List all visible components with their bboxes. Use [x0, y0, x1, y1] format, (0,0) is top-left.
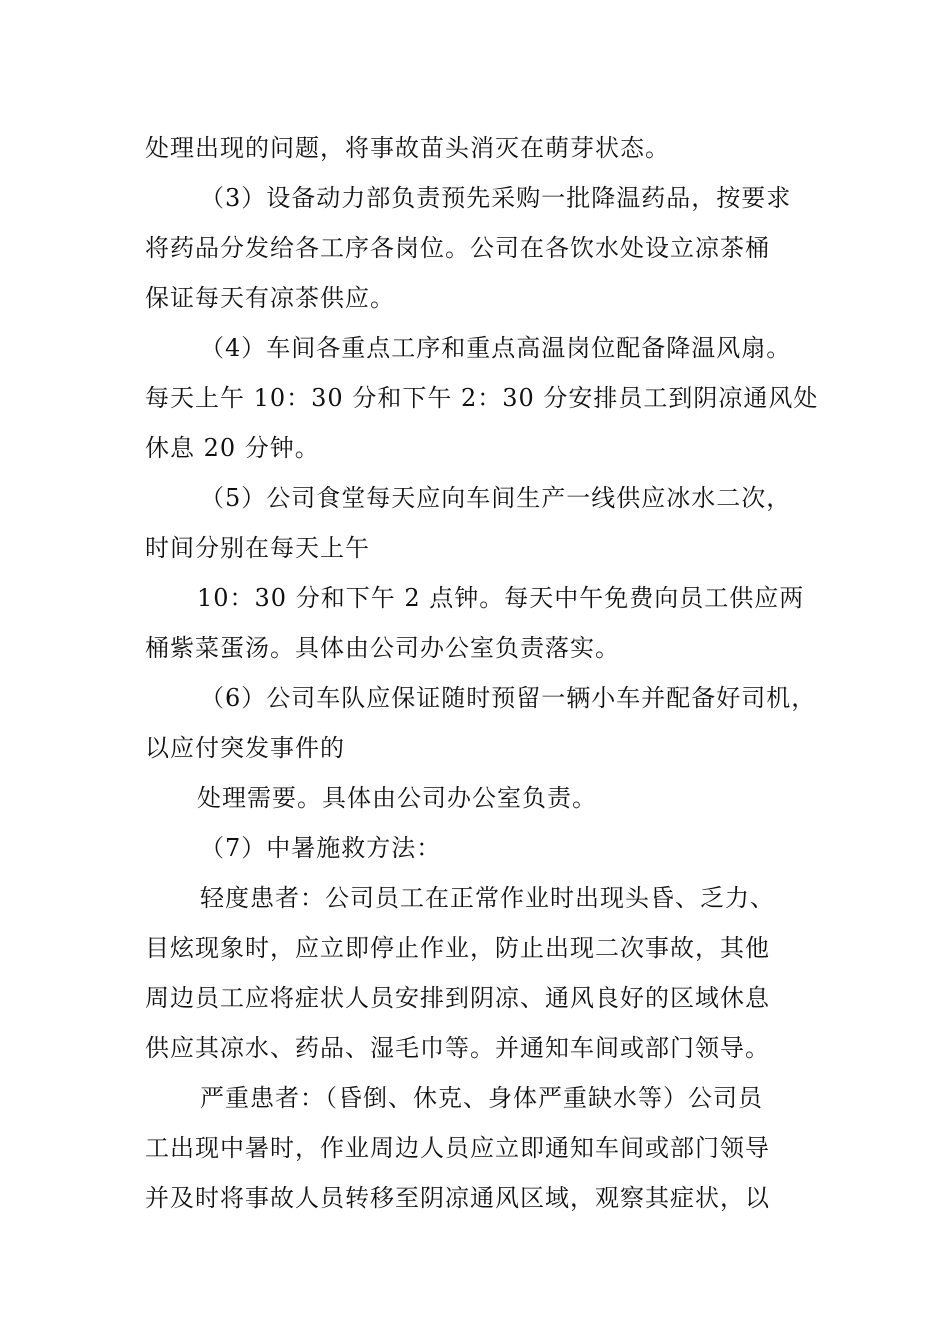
- text-line: 每天上午 10：30 分和下午 2：30 分安排员工到阴凉通风处: [145, 384, 819, 412]
- text-line: 并及时将事故人员转移至阴凉通风区域，观察其症状，以: [145, 1184, 770, 1212]
- text-line: 以应付突发事件的: [145, 734, 345, 762]
- text-line: （5）公司食堂每天应向车间生产一线供应冰水二次，: [200, 484, 792, 512]
- text-line: 目炫现象时，应立即停止作业，防止出现二次事故，其他: [145, 934, 770, 962]
- text-line: 10：30 分和下午 2 点钟。每天中午免费向员工供应两: [197, 584, 805, 612]
- text-line: 处理需要。具体由公司办公室负责。: [197, 784, 597, 812]
- text-line: （7）中暑施救方法：: [200, 834, 442, 862]
- text-line: 工出现中暑时，作业周边人员应立即通知车间或部门领导: [145, 1134, 770, 1162]
- text-line: （4）车间各重点工序和重点高温岗位配备降温风扇。: [200, 334, 792, 362]
- text-line: 周边员工应将症状人员安排到阴凉、通风良好的区域休息: [145, 984, 770, 1012]
- text-line: 将药品分发给各工序各岗位。公司在各饮水处设立凉茶桶: [145, 234, 770, 262]
- text-line: 休息 20 分钟。: [145, 434, 320, 462]
- text-line: （3）设备动力部负责预先采购一批降温药品，按要求: [200, 184, 792, 212]
- text-line: 严重患者：（昏倒、休克、身体严重缺水等）公司员: [200, 1084, 763, 1112]
- text-line: 时间分别在每天上午: [145, 534, 370, 562]
- text-line: 桶紫菜蛋汤。具体由公司办公室负责落实。: [145, 634, 620, 662]
- text-line: 处理出现的问题，将事故苗头消灭在萌芽状态。: [145, 134, 670, 162]
- text-line: 轻度患者：公司员工在正常作业时出现头昏、乏力、: [200, 884, 775, 912]
- text-line: 供应其凉水、药品、湿毛巾等。并通知车间或部门领导。: [145, 1034, 770, 1062]
- text-line: （6）公司车队应保证随时预留一辆小车并配备好司机，: [200, 684, 817, 712]
- text-line: 保证每天有凉茶供应。: [145, 284, 395, 312]
